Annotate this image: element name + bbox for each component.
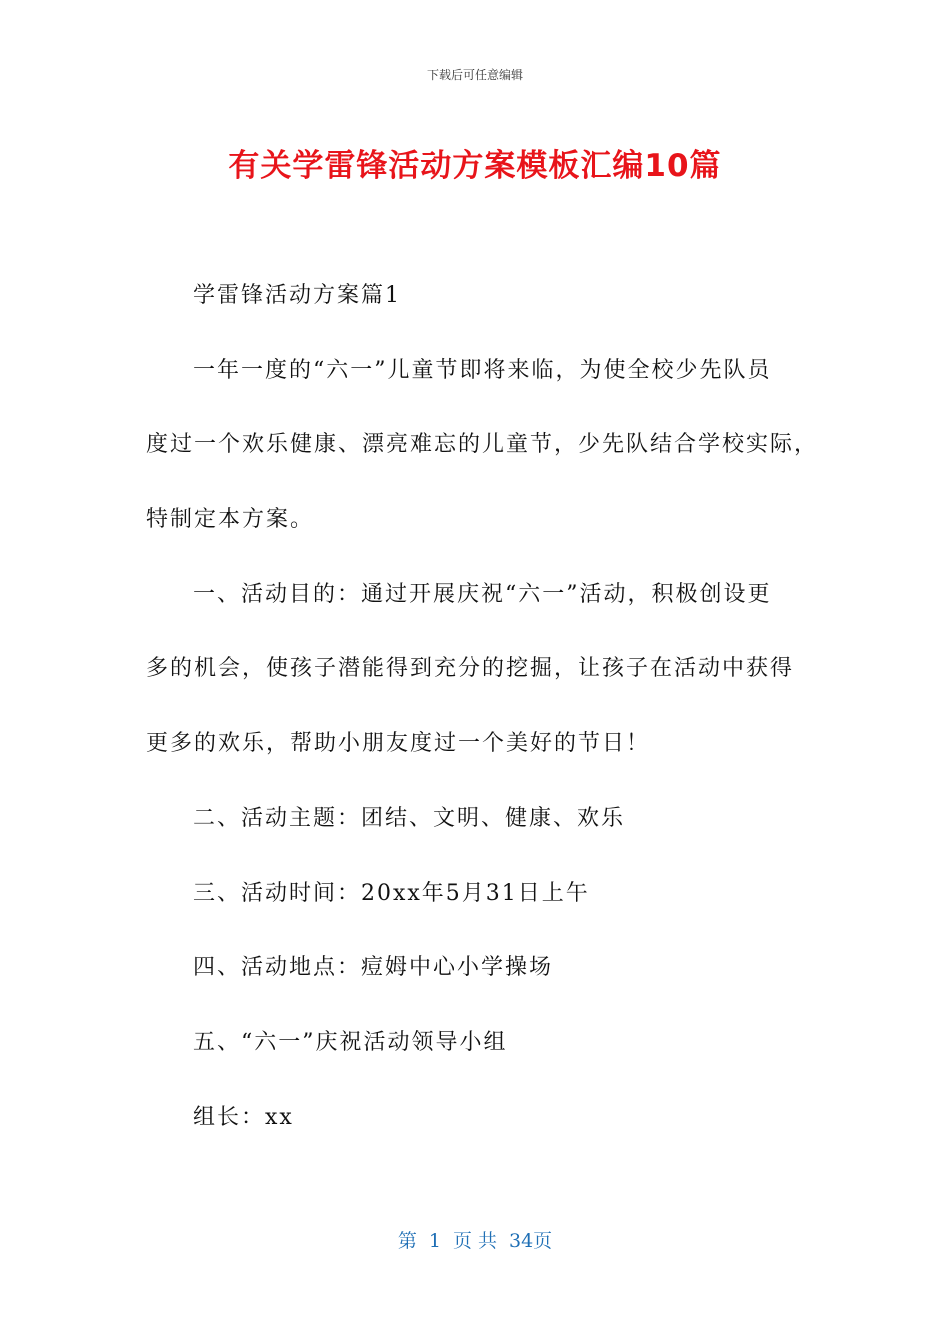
footer-prefix: 第 [397, 1230, 417, 1252]
body-line: 更多的欢乐，帮助小朋友度过一个美好的节日！ [146, 731, 651, 757]
body-line: 一、活动目的：通过开展庆祝“六一”活动，积极创设更 [193, 581, 772, 607]
body-line: 多的机会，使孩子潜能得到充分的挖掘，让孩子在活动中获得 [146, 656, 795, 682]
footer-total: 34页 [508, 1230, 553, 1252]
body-line: 组长：xx [193, 1104, 294, 1130]
document-body [146, 270, 819, 1166]
footer-page-number: 1 [428, 1230, 441, 1252]
body-line: 三、活动时间：20xx年5月31日上午 [193, 880, 590, 906]
page-footer [0, 1226, 950, 1253]
body-line: 五、“六一”庆祝活动领导小组 [193, 1029, 508, 1055]
body-line: 度过一个欢乐健康、漂亮难忘的儿童节，少先队结合学校实际， [146, 432, 819, 458]
document-title: 有关学雷锋活动方案模板汇编10篇 [228, 148, 722, 184]
footer-mid: 页 共 [452, 1230, 497, 1252]
body-line: 学雷锋活动方案篇1 [193, 283, 401, 308]
body-line: 四、活动地点：痘姆中心小学操场 [193, 955, 554, 981]
body-line: 二、活动主题：团结、文明、健康、欢乐 [193, 805, 626, 831]
header-note: 下载后可任意编辑 [426, 68, 523, 82]
body-line: 特制定本方案。 [146, 507, 315, 533]
body-line: 一年一度的“六一”儿童节即将来临，为使全校少先队员 [193, 357, 772, 383]
